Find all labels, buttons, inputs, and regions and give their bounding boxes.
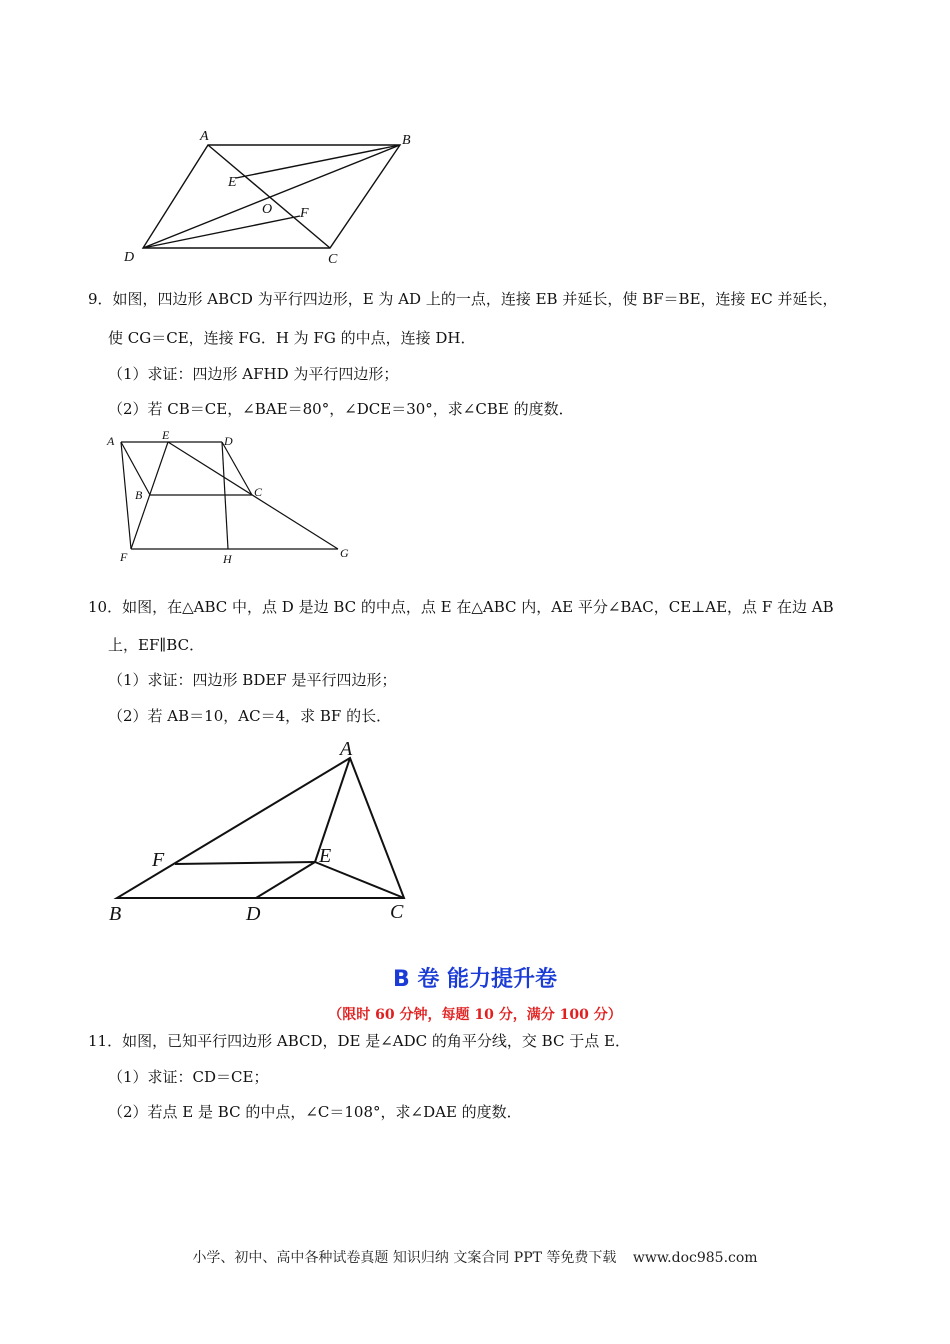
figure-parallelogram-abcd-diagonals (110, 120, 430, 270)
figure-q10-triangle-abc (100, 735, 420, 930)
label-F: F (152, 849, 165, 871)
label-B: B (135, 488, 143, 502)
label-B: B (402, 133, 411, 148)
footer-url[interactable]: www.doc985.com (632, 1250, 758, 1266)
label-F: F (120, 550, 128, 564)
page-footer (0, 1247, 950, 1267)
section-note: （限时 60 分钟，每题 10 分，满分 100 分） (328, 1007, 622, 1023)
label-E: E (228, 175, 237, 190)
label-A: A (200, 129, 209, 144)
label-C: C (254, 485, 263, 499)
label-E: E (162, 428, 170, 442)
label-D: D (124, 250, 135, 265)
label-D: D (246, 903, 261, 925)
label-D: D (224, 434, 233, 448)
q9-part2: （2）若 CB＝CE，∠BAE＝80°，∠DCE＝30°，求∠CBE 的度数． (108, 400, 574, 418)
label-H: H (223, 552, 232, 566)
q11-part1: （1）求证：CD＝CE； (108, 1068, 269, 1086)
q10-line1: 10．如图，在△ABC 中，点 D 是边 BC 的中点，点 E 在△ABC 内，AE 平分∠BAC，CE⊥AE，点 F 在边 AB (88, 598, 834, 616)
label-O: O (262, 202, 273, 217)
label-B: B (109, 903, 122, 925)
q10-part1: （1）求证：四边形 BDEF 是平行四边形； (108, 671, 397, 689)
label-A: A (107, 434, 115, 448)
q9-line2: 使 CG＝CE，连接 FG．H 为 FG 的中点，连接 DH． (108, 329, 476, 347)
footer-text: 小学、初中、高中各种试卷真题 知识归纳 文案合同 PPT 等免费下载 (192, 1250, 617, 1266)
q10-part2: （2）若 AB＝10，AC＝4，求 BF 的长． (108, 707, 392, 725)
q11-line1: 11．如图，已知平行四边形 ABCD，DE 是∠ADC 的角平分线，交 BC 于点 E． (88, 1032, 630, 1050)
label-C: C (390, 901, 404, 923)
q9-line1: 9．如图，四边形 ABCD 为平行四边形，E 为 AD 上的一点，连接 EB 并延长，使 BF＝BE，连接 EC 并延长， (88, 290, 838, 308)
q9-part1: （1）求证：四边形 AFHD 为平行四边形； (108, 365, 399, 383)
label-G: G (340, 546, 349, 560)
section-title: B 卷 能力提升卷 (392, 967, 558, 992)
figure-q9-afhd (100, 425, 360, 570)
q10-line2: 上，EF∥BC． (108, 636, 205, 654)
label-F: F (300, 206, 309, 221)
label-E: E (319, 845, 332, 867)
q11-part2: （2）若点 E 是 BC 的中点，∠C＝108°，求∠DAE 的度数． (108, 1103, 522, 1121)
label-A: A (340, 738, 353, 760)
label-C: C (328, 252, 338, 267)
